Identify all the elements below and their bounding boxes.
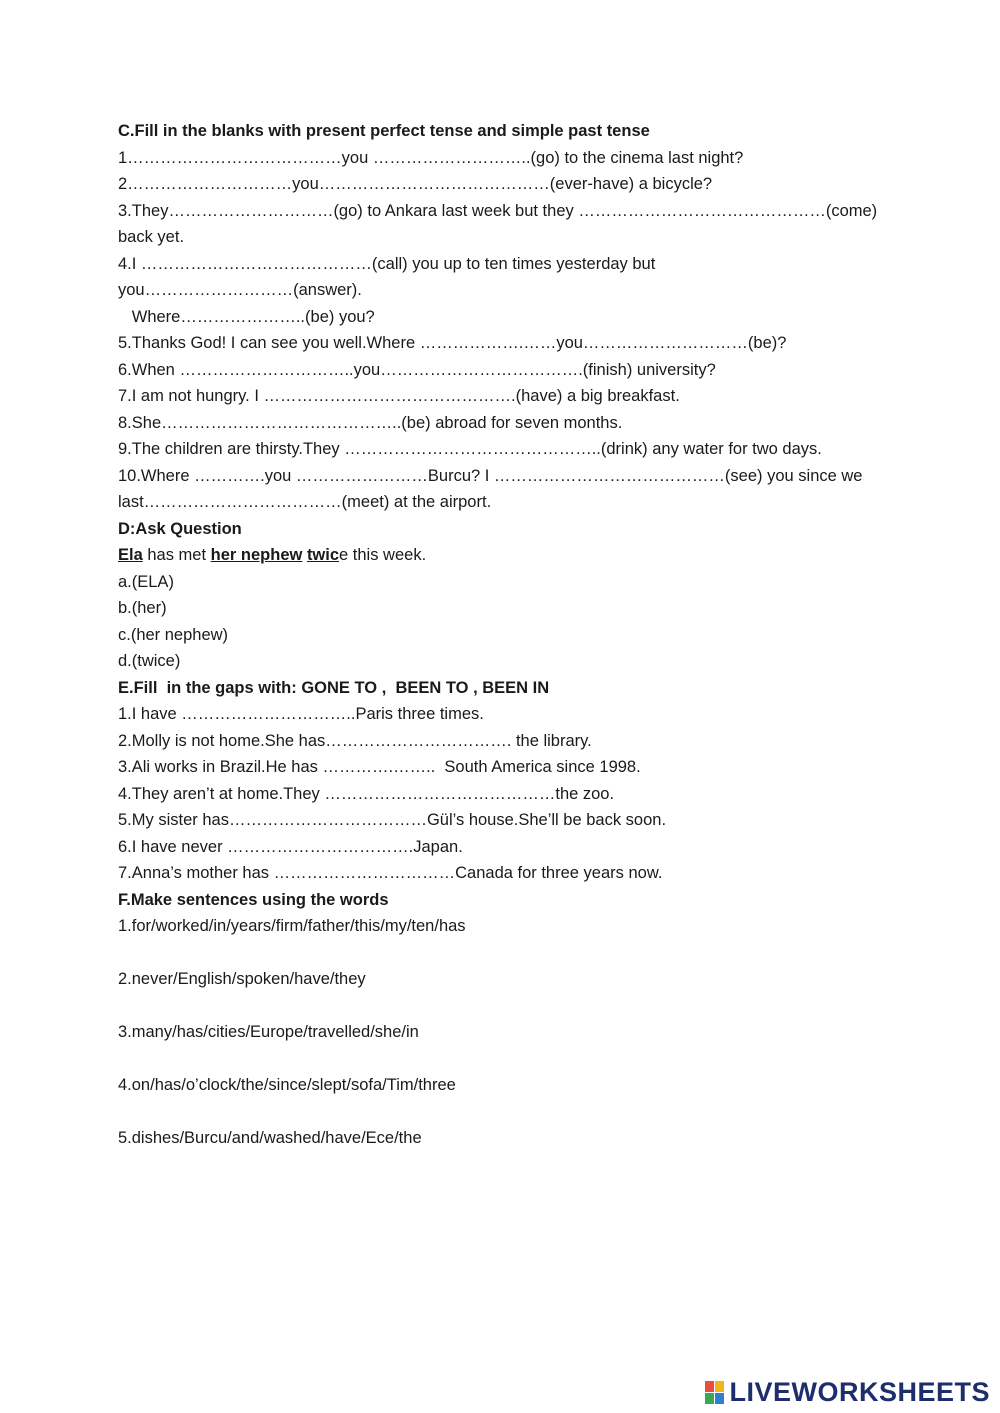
sentence-text: has met (142, 546, 211, 564)
section-c-line: 4.I ……………………………………(call) you up to ten times yesterday but (118, 254, 656, 273)
section-f-line: 2.never/English/spoken/have/they (118, 970, 366, 988)
section-e-line: 1.I have …………………………..Paris three times. (118, 705, 484, 723)
section-d-sentence (118, 542, 878, 569)
section-c-line: 8.She……………………………………..(be) abroad for seven months. (118, 413, 623, 432)
liveworksheets-logo (705, 1375, 990, 1409)
section-c-line: 6.When …………………………..you……………………………….(finish) university? (118, 360, 716, 379)
liveworksheets-mark-icon (705, 1379, 727, 1405)
section-c-heading: C.Fill in the blanks with present perfect tense and simple past tense (118, 122, 650, 140)
section-c-line: 2…………………………you……………………………………(ever-have) a bicycle? (118, 175, 713, 193)
underlined-subject: Ela (118, 546, 143, 564)
section-e-line: 6.I have never …………………………….Japan. (118, 837, 463, 856)
section-c-line: back yet. (118, 228, 185, 246)
section-c-line: 7.I am not hungry. I ……………………………………….(have) a big breakfast. (118, 387, 680, 405)
section-c-line: 10.Where ………….you ……………………Burcu? I ……………………………………(see) you since we (118, 466, 863, 485)
section-d-item: d.(twice) (118, 652, 181, 670)
section-e-line: 7.Anna’s mother has ……………………………Canada for three years now. (118, 864, 663, 882)
section-c-line: 5.Thanks God! I can see you well.Where ……………….……you…………………………(be)? (118, 334, 787, 352)
section-c-line: Where…………………..(be) you? (118, 307, 375, 326)
section-d-item: a.(ELA) (118, 572, 174, 591)
answer-space (118, 1099, 878, 1126)
section-c-line: 3.They…………………………(go) to Ankara last week but they ………………………………………(come) (118, 201, 878, 220)
sentence-text: e this week. (339, 546, 427, 564)
underlined-object: her nephew (210, 546, 303, 564)
section-f-line: 5.dishes/Burcu/and/washed/have/Ece/the (118, 1129, 422, 1147)
section-d-item: b.(her) (118, 599, 167, 617)
answer-space (118, 993, 878, 1020)
section-f-line: 1.for/worked/in/years/firm/father/this/my/ten/has (118, 917, 466, 935)
section-e-line: 4.They aren’t at home.They ……………………………………the zoo. (118, 784, 615, 803)
section-c-line: last………………………………(meet) at the airport. (118, 493, 492, 511)
answer-space (118, 1046, 878, 1073)
section-c-line: you………………………(answer). (118, 281, 362, 299)
section-e-line: 2.Molly is not home.She has……………………………. the library. (118, 731, 592, 750)
worksheet (118, 118, 878, 1152)
underlined-frequency: twic (306, 546, 340, 564)
section-d-heading: D:Ask Question (118, 519, 242, 538)
brand-name: LIVEWORKSHEETS (729, 1376, 990, 1407)
section-c-line: 9.The children are thirsty.They ………………………………………..(drink) any water for two days. (118, 440, 822, 458)
section-e-heading: E.Fill in the gaps with: GONE TO , BEEN TO , BEEN IN (118, 678, 550, 697)
section-f-heading: F.Make sentences using the words (118, 890, 389, 909)
answer-space (118, 940, 878, 967)
section-c-line: 1…………………………………you ………………………..(go) to the cinema last night? (118, 148, 744, 167)
section-f-line: 3.many/has/cities/Europe/travelled/she/in (118, 1023, 419, 1041)
section-e-line: 5.My sister has………………………………Gül’s house.She’ll be back soon. (118, 811, 667, 829)
section-e-line: 3.Ali works in Brazil.He has ………….…….. South America since 1998. (118, 758, 641, 776)
section-d-item: c.(her nephew) (118, 625, 229, 644)
section-f-line: 4.on/has/o’clock/the/since/slept/sofa/Tim/three (118, 1076, 456, 1094)
